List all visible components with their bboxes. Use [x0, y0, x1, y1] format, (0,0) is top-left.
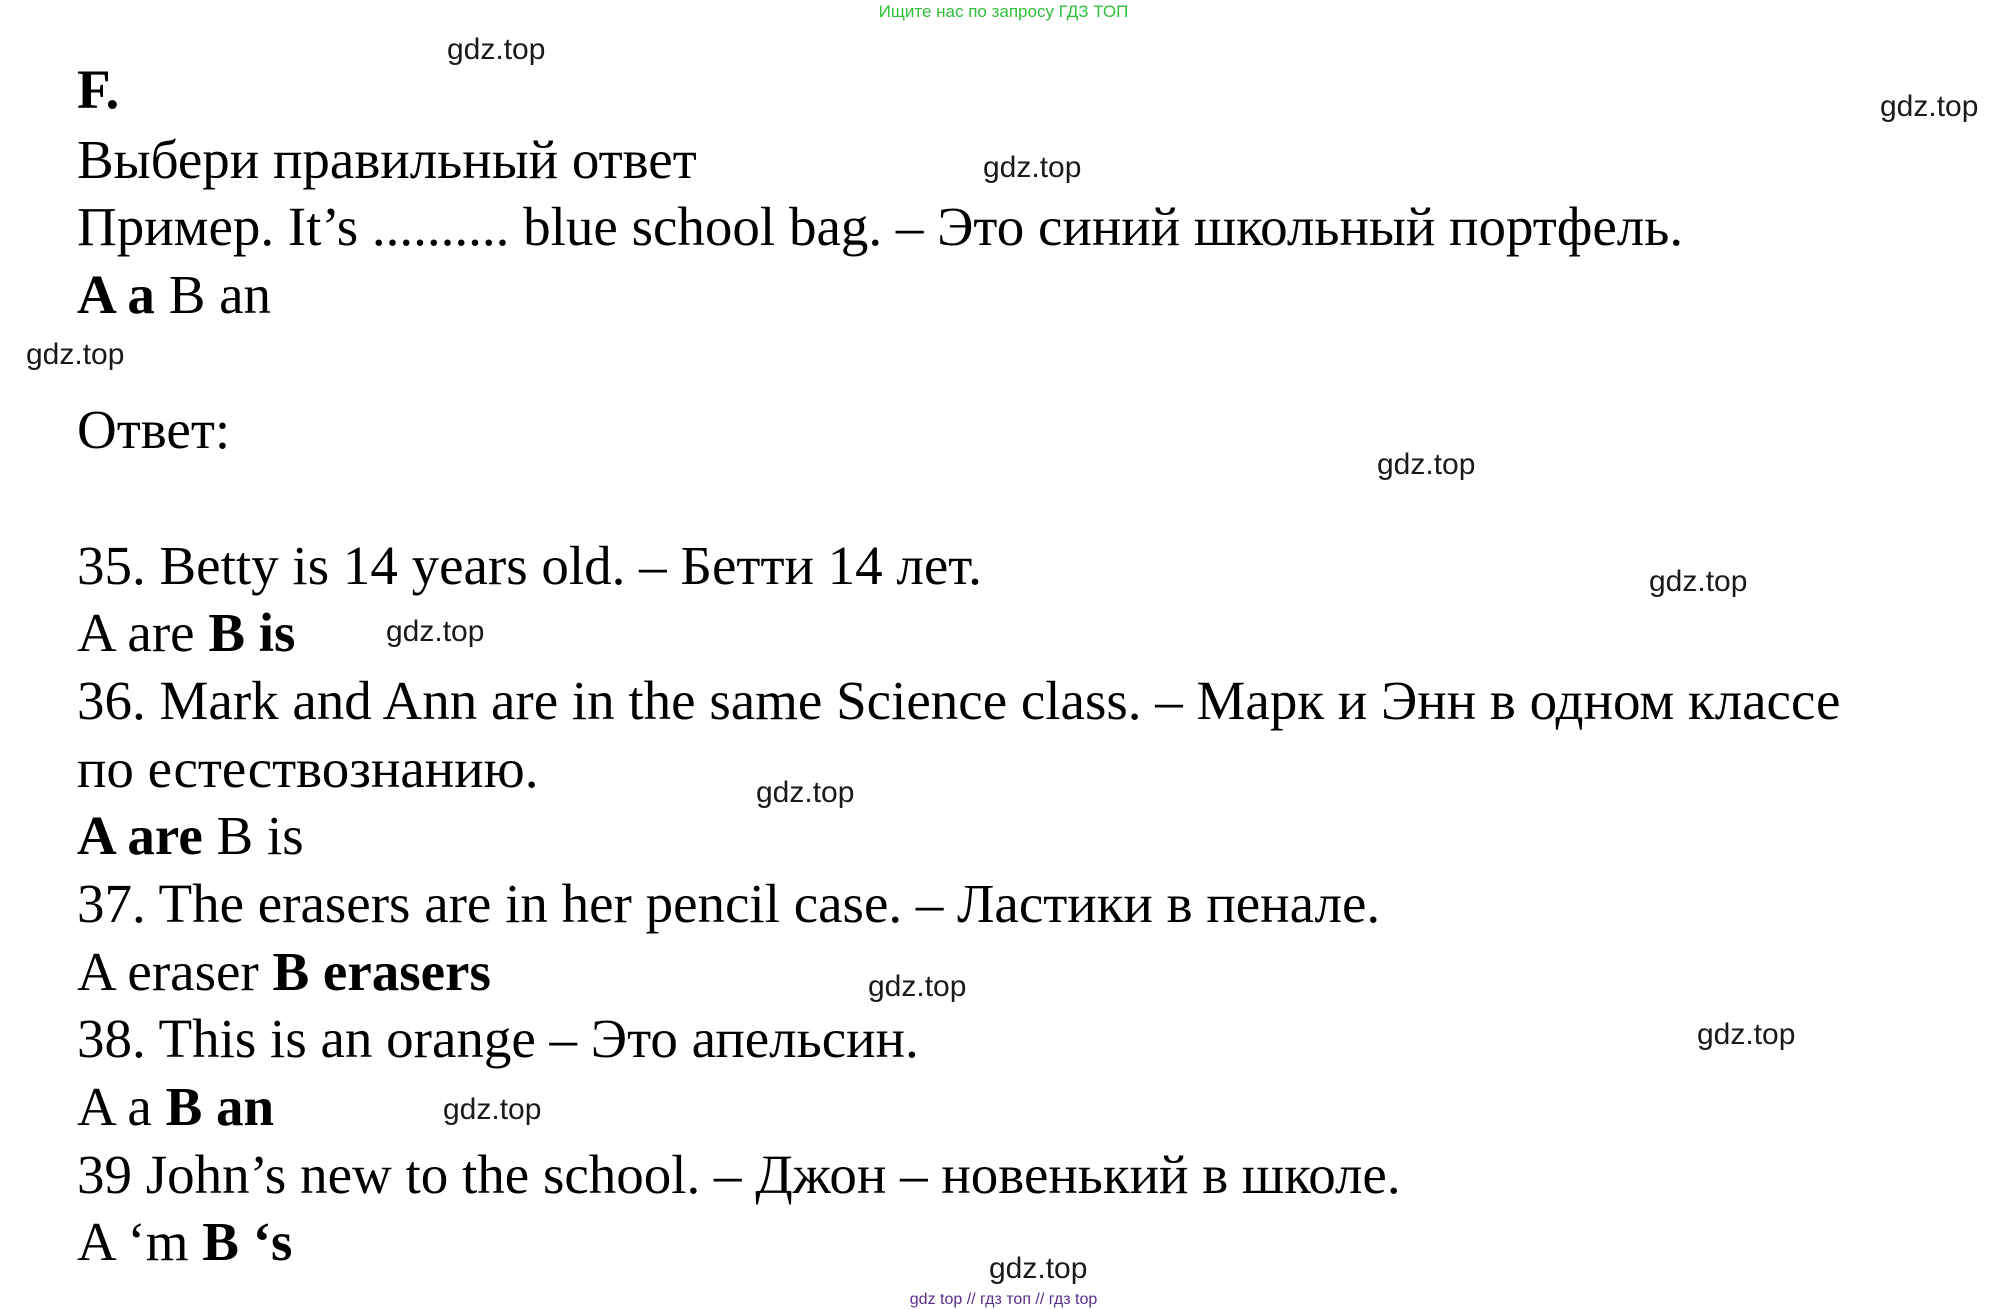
option-36-b: B is [202, 805, 304, 866]
example-option-b: B an [154, 264, 272, 325]
example-option-a: A a [77, 264, 155, 325]
watermark: gdz.top [443, 1093, 542, 1126]
watermark: gdz.top [1880, 90, 1979, 123]
answer-label: Ответ: [77, 399, 231, 460]
option-39-a: A ‘m [77, 1211, 203, 1272]
option-38-a: A a [77, 1076, 166, 1137]
example-sentence: Пример. It’s .......... blue school bag. – Это синий школьный портфель. [77, 196, 1684, 257]
options-39 [77, 1211, 293, 1272]
option-37-a: A eraser [77, 941, 273, 1002]
watermark: gdz.top [26, 338, 125, 371]
watermark: gdz.top [1697, 1018, 1796, 1051]
question-37: 37. The erasers are in her pencil case. – Ластики в пенале. [77, 873, 1381, 934]
option-37-b: B erasers [272, 941, 491, 1002]
options-36 [77, 805, 304, 866]
watermark: gdz.top [868, 970, 967, 1003]
question-36-continued: по естествознанию. [77, 738, 539, 799]
watermark: gdz.top [447, 33, 546, 66]
options-38 [77, 1076, 275, 1137]
option-38-b: B an [165, 1076, 275, 1137]
question-39: 39 John’s new to the school. – Джон – новенький в школе. [77, 1144, 1401, 1205]
options-37 [77, 941, 491, 1002]
example-options [77, 264, 272, 325]
top-banner: Ищите нас по запросу ГДЗ ТОП [878, 2, 1129, 21]
watermark: gdz.top [386, 615, 485, 648]
question-36: 36. Mark and Ann are in the same Science class. – Марк и Энн в одном классе [77, 670, 1841, 731]
options-35 [77, 602, 296, 663]
option-39-b: B ‘s [202, 1211, 293, 1272]
option-35-a: A are [77, 602, 209, 663]
question-38: 38. This is an orange – Это апельсин. [77, 1008, 919, 1069]
task-heading: F. [77, 59, 120, 120]
option-35-b: B is [208, 602, 296, 663]
question-35: 35. Betty is 14 years old. – Бетти 14 лет. [77, 535, 982, 596]
watermark: gdz.top [983, 151, 1082, 184]
watermark: gdz.top [989, 1252, 1088, 1285]
option-36-a: A are [77, 805, 203, 866]
watermark: gdz.top [756, 776, 855, 809]
watermark: gdz.top [1377, 448, 1476, 481]
instruction-text: Выбери правильный ответ [77, 129, 697, 190]
watermark: gdz.top [1649, 565, 1748, 598]
footer-text: gdz top // гдз топ // гдз top [909, 1291, 1098, 1308]
